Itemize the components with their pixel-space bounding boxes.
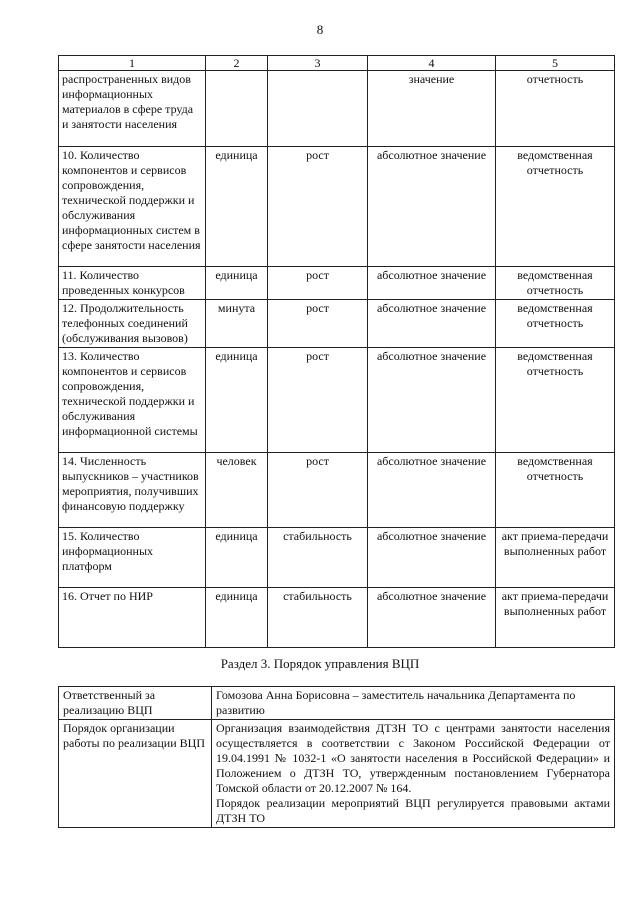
table-cell: 10. Количество компонентов и сервисов сопровождения, технической поддержки и обслуживания информационных систем в сфере занятости населения <box>59 147 206 267</box>
table-cell: единица <box>206 528 268 588</box>
table-cell: абсолютное значение <box>368 348 496 453</box>
table-cell: ведомственная отчетность <box>496 300 615 348</box>
table-cell: рост <box>268 267 368 300</box>
table-cell: ведомственная отчетность <box>496 267 615 300</box>
table-cell: ведомственная отчетность <box>496 453 615 528</box>
table-cell: 11. Количество проведенных конкурсов <box>59 267 206 300</box>
column-header: 3 <box>268 56 368 71</box>
table-cell: стабильность <box>268 588 368 648</box>
table-row <box>59 300 615 348</box>
table-cell: минута <box>206 300 268 348</box>
table-row <box>59 348 615 453</box>
table-row <box>59 588 615 648</box>
table-cell: единица <box>206 348 268 453</box>
table-header-row <box>59 56 615 71</box>
order-paragraph-1: Организация взаимодействия ДТЗН ТО с центрами занятости населения осуществляется в соответствии с Законом Российской Федерации от 19.04.1991 № 1032-1 «О занятости населения в Российской Федерации» и Положением о ДТЗН ТО, утвержденным постановлением Губернатора Томской области от 20.12.2007 № 164. <box>216 721 610 795</box>
table-cell: единица <box>206 588 268 648</box>
table-cell: 16. Отчет по НИР <box>59 588 206 648</box>
table-cell: абсолютное значение <box>368 453 496 528</box>
table-row <box>59 453 615 528</box>
responsible-value: Гомозова Анна Борисовна – заместитель начальника Департамента по развитию <box>212 687 615 720</box>
table-cell: человек <box>206 453 268 528</box>
management-table <box>58 686 615 828</box>
table-row <box>59 687 615 720</box>
table-cell: абсолютное значение <box>368 300 496 348</box>
table-cell: значение <box>368 71 496 147</box>
table-row <box>59 528 615 588</box>
table-cell: ведомственная отчетность <box>496 147 615 267</box>
table-cell: акт приема-передачи выполненных работ <box>496 588 615 648</box>
table-row <box>59 71 615 147</box>
table-cell: 14. Численность выпускников – участников мероприятия, получивших финансовую поддержку <box>59 453 206 528</box>
table-cell: абсолютное значение <box>368 588 496 648</box>
table-cell <box>268 71 368 147</box>
column-header: 5 <box>496 56 615 71</box>
table-cell: рост <box>268 300 368 348</box>
table-cell: ведомственная отчетность <box>496 348 615 453</box>
table-cell: рост <box>268 453 368 528</box>
table-row <box>59 267 615 300</box>
table-cell: единица <box>206 267 268 300</box>
table-cell: стабильность <box>268 528 368 588</box>
table-cell: отчетность <box>496 71 615 147</box>
column-header: 2 <box>206 56 268 71</box>
table-cell: абсолютное значение <box>368 147 496 267</box>
table-cell: рост <box>268 348 368 453</box>
table-row <box>59 147 615 267</box>
column-header: 4 <box>368 56 496 71</box>
page-number: 8 <box>316 22 324 37</box>
table-cell: единица <box>206 147 268 267</box>
table-cell <box>206 71 268 147</box>
table-cell: рост <box>268 147 368 267</box>
table-cell: распространенных видов информационных материалов в сфере труда и занятости населения <box>59 71 206 147</box>
table-cell: абсолютное значение <box>368 267 496 300</box>
table-cell: 13. Количество компонентов и сервисов сопровождения, технической поддержки и обслуживания информационной системы <box>59 348 206 453</box>
table-cell: 12. Продолжительность телефонных соединений (обслуживания вызовов) <box>59 300 206 348</box>
responsible-label: Ответственный за реализацию ВЦП <box>59 687 212 720</box>
order-value <box>212 720 615 828</box>
table-cell: акт приема-передачи выполненных работ <box>496 528 615 588</box>
table-row <box>59 720 615 828</box>
column-header: 1 <box>59 56 206 71</box>
indicators-table <box>58 55 615 648</box>
order-paragraph-2: Порядок реализации мероприятий ВЦП регулируется правовыми актами ДТЗН ТО <box>216 796 610 825</box>
order-label: Порядок организации работы по реализации ВЦП <box>59 720 212 828</box>
section-title: Раздел 3. Порядок управления ВЦП <box>220 656 420 671</box>
table-cell: 15. Количество информационных платформ <box>59 528 206 588</box>
table-cell: абсолютное значение <box>368 528 496 588</box>
